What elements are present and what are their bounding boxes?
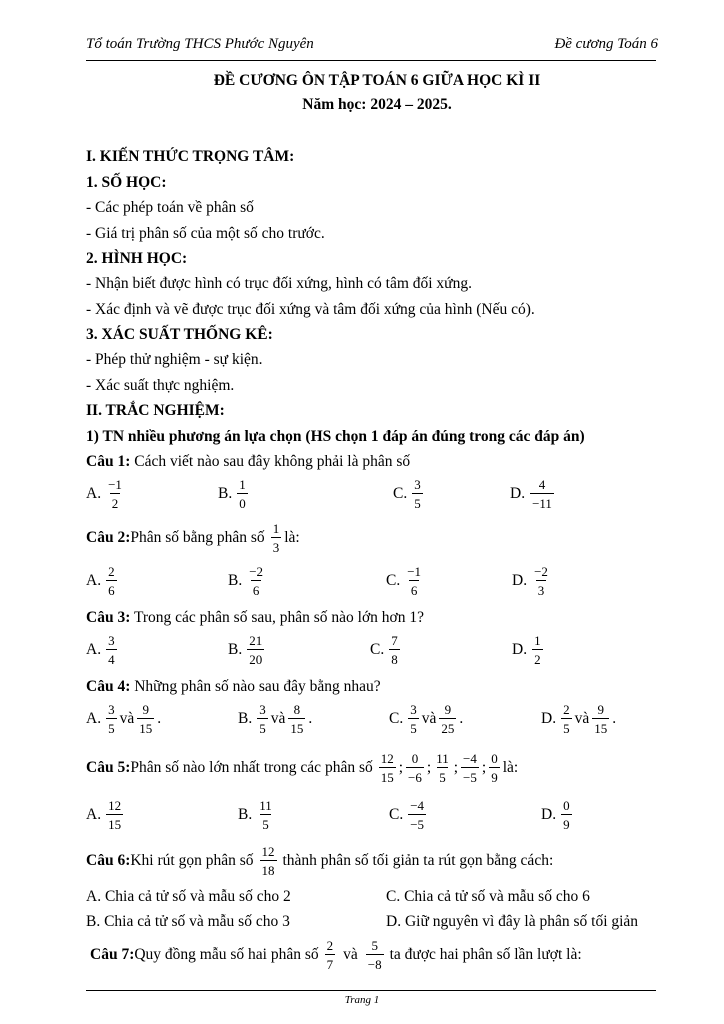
fraction: $\frac{9}{25}$ bbox=[441, 702, 455, 736]
question-4: Câu 4: Những phân số nào sau đây bằng nhau? bbox=[86, 678, 381, 695]
fraction: $\frac{5}{-8}$ bbox=[367, 938, 382, 972]
q4-option-b[interactable]: B. $\frac{3}{5}$ và $\frac{8}{15}$ . bbox=[238, 702, 313, 736]
fraction: $\frac{0}{-6}$ bbox=[408, 751, 422, 785]
list-item: - Xác suất thực nghiệm. bbox=[86, 377, 235, 394]
fraction: $\frac{1}{3}$ bbox=[272, 521, 280, 555]
q3-option-a[interactable]: A. $\frac{3}{4}$ bbox=[86, 633, 115, 667]
fraction: $\frac{-4}{-5}$ bbox=[410, 798, 425, 832]
q2-option-a[interactable]: A. $\frac{2}{6}$ bbox=[86, 564, 115, 598]
list-item: - Giá trị phân số của một số cho trước. bbox=[86, 225, 325, 242]
question-5: Câu 5: Phân số nào lớn nhất trong các phân số $\frac{12}{15}$ ; $\frac{0}{-6}$ ; $\frac{11}{5}$ ; $\frac{-4}{-5}$ ; $\frac{0}{9}$ là: bbox=[86, 751, 519, 785]
q6-option-d[interactable]: D. Giữ nguyên vì đây là phân số tối giản bbox=[386, 913, 639, 930]
section-heading: I. KIẾN THỨC TRỌNG TÂM: bbox=[86, 148, 295, 165]
fraction: $\frac{9}{15}$ bbox=[594, 702, 608, 736]
fraction: $\frac{3}{5}$ bbox=[108, 702, 115, 736]
fraction: $\frac{11}{5}$ bbox=[259, 798, 272, 832]
fraction: $\frac{9}{15}$ bbox=[139, 702, 153, 736]
fraction: $\frac{7}{8}$ bbox=[391, 633, 398, 667]
q3-option-b[interactable]: B. $\frac{21}{20}$ bbox=[228, 633, 263, 667]
fraction: $\frac{-2}{6}$ bbox=[249, 564, 264, 598]
fraction: $\frac{8}{15}$ bbox=[290, 702, 304, 736]
subsection-heading: 3. XÁC SUẤT THỐNG KÊ: bbox=[86, 326, 273, 343]
doc-subtitle: Năm học: 2024 – 2025. bbox=[302, 96, 452, 113]
list-item: - Xác định và vẽ được trục đối xứng và tâm đối xứng của hình (Nếu có). bbox=[86, 301, 535, 318]
q1-option-a[interactable]: A. $\frac{-1}{2}$ bbox=[86, 477, 122, 511]
footer-rule bbox=[86, 990, 656, 991]
list-item: - Nhận biết được hình có trục đối xứng, hình có tâm đối xứng. bbox=[86, 275, 472, 292]
q2-option-b[interactable]: B. $\frac{-2}{6}$ bbox=[228, 564, 264, 598]
doc-title: ĐỀ CƯƠNG ÔN TẬP TOÁN 6 GIỮA HỌC KÌ II bbox=[213, 72, 541, 89]
q3-option-d[interactable]: D. $\frac{1}{2}$ bbox=[512, 633, 541, 667]
q1-option-b[interactable]: B. $\frac{1}{0}$ bbox=[218, 477, 246, 511]
q3-option-c[interactable]: C. $\frac{7}{8}$ bbox=[370, 633, 398, 667]
fraction: $\frac{3}{5}$ bbox=[410, 702, 417, 736]
question-6: Câu 6: Khi rút gọn phân số $\frac{12}{18}$ thành phân số tối giản ta rút gọn bằng cách: bbox=[86, 844, 554, 878]
q5-option-b[interactable]: B. $\frac{11}{5}$ bbox=[238, 798, 272, 832]
question-2: Câu 2: Phân số bằng phân số $\frac{1}{3}$ là: bbox=[86, 521, 300, 555]
q4-option-d[interactable]: D. $\frac{2}{5}$ và $\frac{9}{15}$ . bbox=[541, 702, 617, 736]
fraction: $\frac{-4}{-5}$ bbox=[463, 751, 477, 785]
question-7: Câu 7: Quy đồng mẫu số hai phân số $\frac{2}{7}$ và $\frac{5}{-8}$ ta được hai phân số lần lượt là: bbox=[90, 938, 582, 972]
q2-option-d[interactable]: D. $\frac{-2}{3}$ bbox=[512, 564, 548, 598]
q5-option-d[interactable]: D. $\frac{0}{9}$ bbox=[541, 798, 570, 832]
fraction: $\frac{12}{18}$ bbox=[261, 844, 275, 878]
fraction: $\frac{2}{6}$ bbox=[108, 564, 115, 598]
fraction: $\frac{-1}{2}$ bbox=[108, 477, 122, 511]
q5-option-a[interactable]: A. $\frac{12}{15}$ bbox=[86, 798, 122, 832]
q4-option-c[interactable]: C. $\frac{3}{5}$ và $\frac{9}{25}$ . bbox=[389, 702, 464, 736]
subsection-heading: 1) TN nhiều phương án lựa chọn (HS chọn 1 đáp án đúng trong các đáp án) bbox=[86, 428, 585, 445]
fraction: $\frac{3}{4}$ bbox=[108, 633, 115, 667]
fraction: $\frac{1}{2}$ bbox=[534, 633, 541, 667]
q4-option-a[interactable]: A. $\frac{3}{5}$ và $\frac{9}{15}$ . bbox=[86, 702, 162, 736]
question-3: Câu 3: Trong các phân số sau, phân số nào lớn hơn 1? bbox=[86, 609, 424, 626]
fraction: $\frac{0}{9}$ bbox=[563, 798, 570, 832]
fraction: $\frac{12}{15}$ bbox=[380, 751, 394, 785]
q1-option-c[interactable]: C. $\frac{3}{5}$ bbox=[393, 477, 421, 511]
header-left: Tổ toán Trường THCS Phước Nguyên bbox=[86, 36, 314, 52]
subsection-heading: 2. HÌNH HỌC: bbox=[86, 250, 188, 267]
q6-option-c[interactable]: C. Chia cả tử số và mẫu số cho 6 bbox=[386, 888, 590, 905]
q5-option-c[interactable]: C. $\frac{-4}{-5}$ bbox=[389, 798, 425, 832]
fraction: $\frac{0}{9}$ bbox=[491, 751, 498, 785]
page-number: Trang 1 bbox=[344, 994, 380, 1006]
fraction: $\frac{2}{7}$ bbox=[326, 938, 334, 972]
subsection-heading: 1. SỐ HỌC: bbox=[86, 174, 167, 191]
q2-option-c[interactable]: C. $\frac{-1}{6}$ bbox=[386, 564, 422, 598]
fraction: $\frac{3}{5}$ bbox=[414, 477, 421, 511]
q6-option-b[interactable]: B. Chia cả tử số và mẫu số cho 3 bbox=[86, 913, 290, 930]
fraction: $\frac{2}{5}$ bbox=[563, 702, 570, 736]
header-right: Đề cương Toán 6 bbox=[554, 36, 658, 52]
fraction: $\frac{21}{20}$ bbox=[249, 633, 263, 667]
section-heading: II. TRẮC NGHIỆM: bbox=[86, 402, 225, 419]
fraction: $\frac{11}{5}$ bbox=[436, 751, 449, 785]
fraction: $\frac{3}{5}$ bbox=[259, 702, 266, 736]
header-rule bbox=[86, 60, 656, 61]
fraction: $\frac{-2}{3}$ bbox=[534, 564, 548, 598]
q1-option-d[interactable]: D. $\frac{4}{-11}$ bbox=[510, 477, 552, 511]
list-item: - Các phép toán về phân số bbox=[86, 199, 254, 216]
fraction: $\frac{-1}{6}$ bbox=[407, 564, 422, 598]
question-1: Câu 1: Cách viết nào sau đây không phải là phân số bbox=[86, 453, 411, 470]
list-item: - Phép thử nghiệm - sự kiện. bbox=[86, 351, 263, 368]
fraction: $\frac{4}{-11}$ bbox=[532, 477, 552, 511]
fraction: $\frac{1}{0}$ bbox=[239, 477, 246, 511]
q6-option-a[interactable]: A. Chia cả tử số và mẫu số cho 2 bbox=[86, 888, 291, 905]
fraction: $\frac{12}{15}$ bbox=[108, 798, 122, 832]
